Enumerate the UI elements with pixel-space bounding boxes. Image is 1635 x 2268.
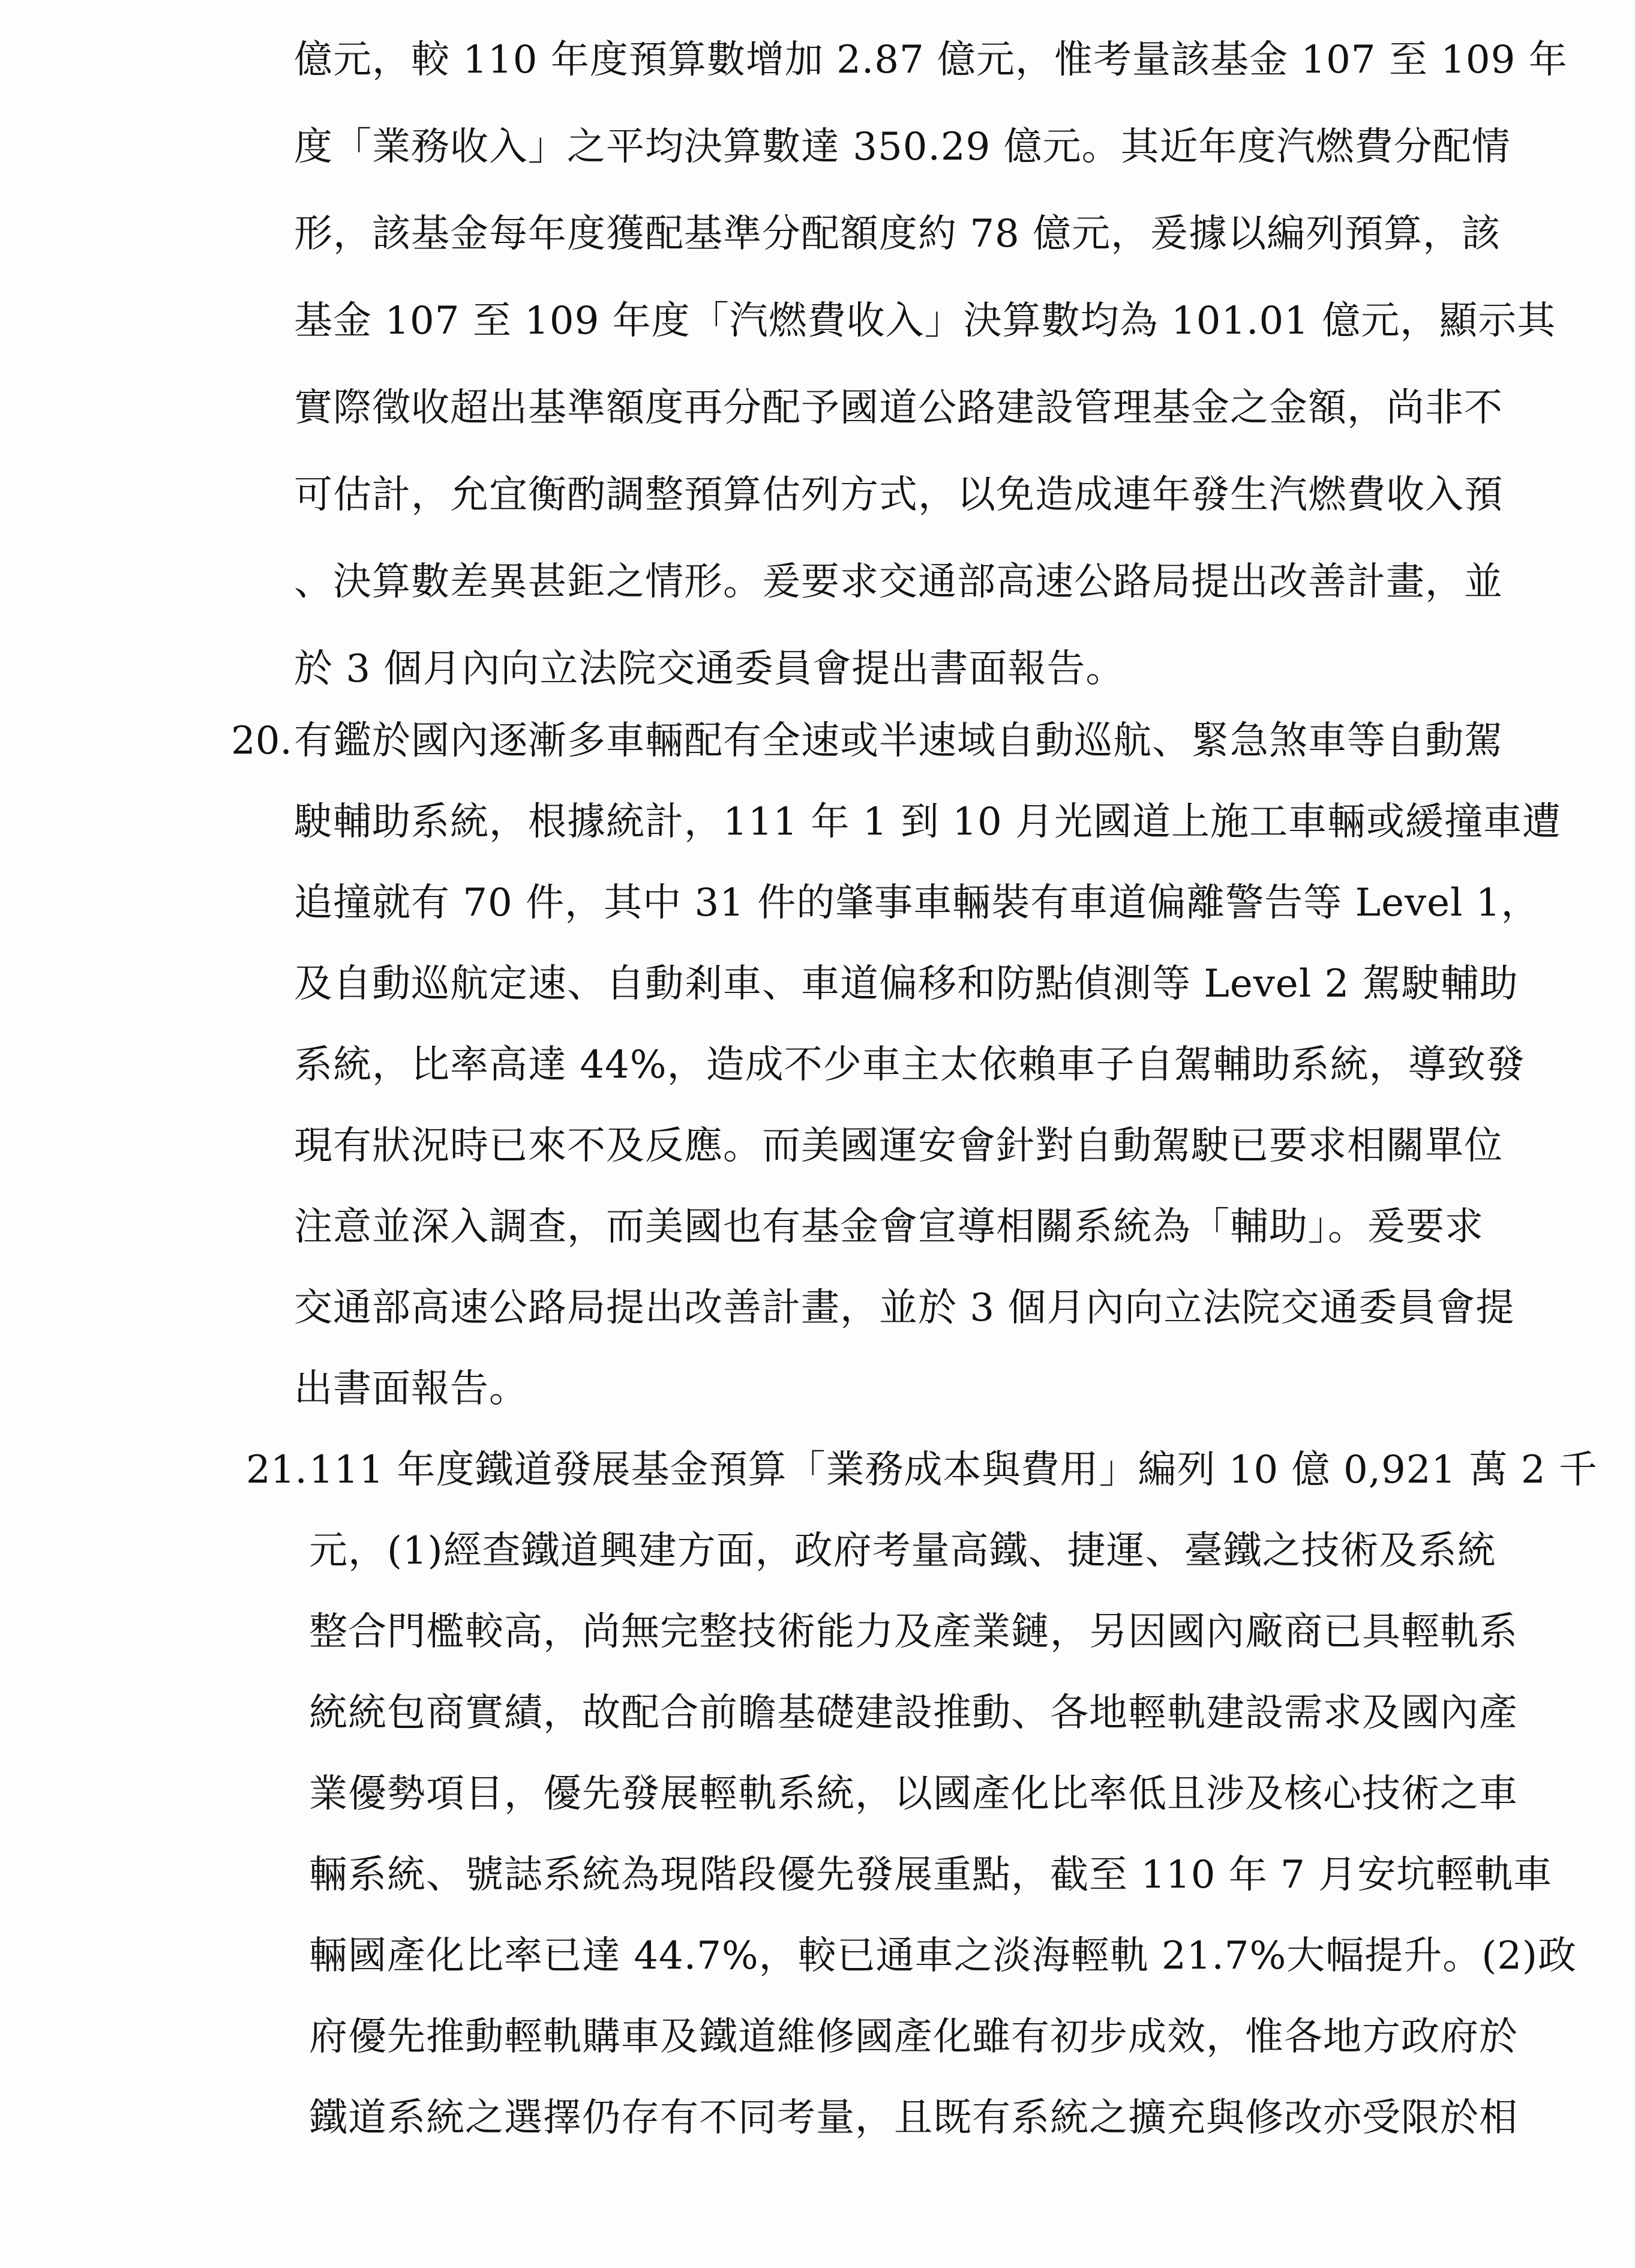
paragraph-line: 現有狀況時已來不及反應。而美國運安會針對自動駕駛已要求相關單位 bbox=[294, 1124, 1503, 1168]
paragraph-line: 及自動巡航定速、自動剎車、車道偏移和防點偵測等 Level 2 駕駛輔助 bbox=[294, 962, 1519, 1006]
paragraph-line: 元，(1)經查鐵道興建方面，政府考量高鐵、捷運、臺鐵之技術及系統 bbox=[309, 1529, 1496, 1573]
paragraph-line: 整合門檻較高，尚無完整技術能力及產業鏈，另因國內廠商已具輕軌系 bbox=[309, 1610, 1518, 1654]
paragraph-line: 、決算數差異甚鉅之情形。爰要求交通部高速公路局提出改善計畫，並 bbox=[294, 560, 1503, 604]
paragraph-line: 輛國產化比率已達 44.7%，較已通車之淡海輕軌 21.7%大幅提升。(2)政 bbox=[309, 1934, 1577, 1978]
paragraph-line: 於 3 個月內向立法院交通委員會提出書面報告。 bbox=[294, 647, 1125, 691]
paragraph-line: 追撞就有 70 件，其中 31 件的肇事車輛裝有車道偏離警告等 Level 1， bbox=[294, 881, 1540, 925]
paragraph-line: 統統包商實績，故配合前瞻基礎建設推動、各地輕軌建設需求及國內產 bbox=[309, 1691, 1518, 1735]
paragraph-line: 出書面報告。 bbox=[294, 1367, 528, 1411]
paragraph-line: 系統，比率高達 44%，造成不少車主太依賴車子自駕輔助系統，導致發 bbox=[294, 1043, 1525, 1087]
paragraph-line: 形，該基金每年度獲配基準分配額度約 78 億元，爰據以編列預算，該 bbox=[294, 212, 1501, 256]
paragraph-line: 度「業務收入」之平均決算數達 350.29 億元。其近年度汽燃費分配情 bbox=[294, 125, 1511, 169]
item-number-20: 20. bbox=[231, 719, 292, 763]
paragraph-line: 可估計，允宜衡酌調整預算估列方式，以免造成連年發生汽燃費收入預 bbox=[294, 473, 1503, 517]
paragraph-line: 鐵道系統之選擇仍存有不同考量，且既有系統之擴充與修改亦受限於相 bbox=[309, 2096, 1518, 2140]
paragraph-line: 業優勢項目，優先發展輕軌系統，以國產化比率低且涉及核心技術之車 bbox=[309, 1772, 1518, 1816]
paragraph-line: 億元，較 110 年度預算數增加 2.87 億元，惟考量該基金 107 至 109 年 bbox=[294, 38, 1568, 82]
item-number-21: 21. bbox=[246, 1448, 307, 1492]
paragraph-line: 駛輔助系統，根據統計，111 年 1 到 10 月光國道上施工車輛或緩撞車遭 bbox=[294, 800, 1562, 844]
paragraph-line: 有鑑於國內逐漸多車輛配有全速或半速域自動巡航、緊急煞車等自動駕 bbox=[294, 719, 1503, 763]
paragraph-line: 府優先推動輕軌購車及鐵道維修國產化雖有初步成效，惟各地方政府於 bbox=[309, 2015, 1518, 2059]
paragraph-line: 交通部高速公路局提出改善計畫，並於 3 個月內向立法院交通委員會提 bbox=[294, 1286, 1515, 1330]
paragraph-line: 111 年度鐵道發展基金預算「業務成本與費用」編列 10 億 0,921 萬 2 千 bbox=[309, 1448, 1598, 1492]
paragraph-line: 注意並深入調查，而美國也有基金會宣導相關系統為「輔助」。爰要求 bbox=[294, 1205, 1484, 1249]
paragraph-line: 基金 107 至 109 年度「汽燃費收入」決算數均為 101.01 億元，顯示其 bbox=[294, 299, 1556, 343]
paragraph-line: 輛系統、號誌系統為現階段優先發展重點，截至 110 年 7 月安坑輕軌車 bbox=[309, 1853, 1553, 1897]
paragraph-line: 實際徵收超出基準額度再分配予國道公路建設管理基金之金額，尚非不 bbox=[294, 386, 1503, 430]
